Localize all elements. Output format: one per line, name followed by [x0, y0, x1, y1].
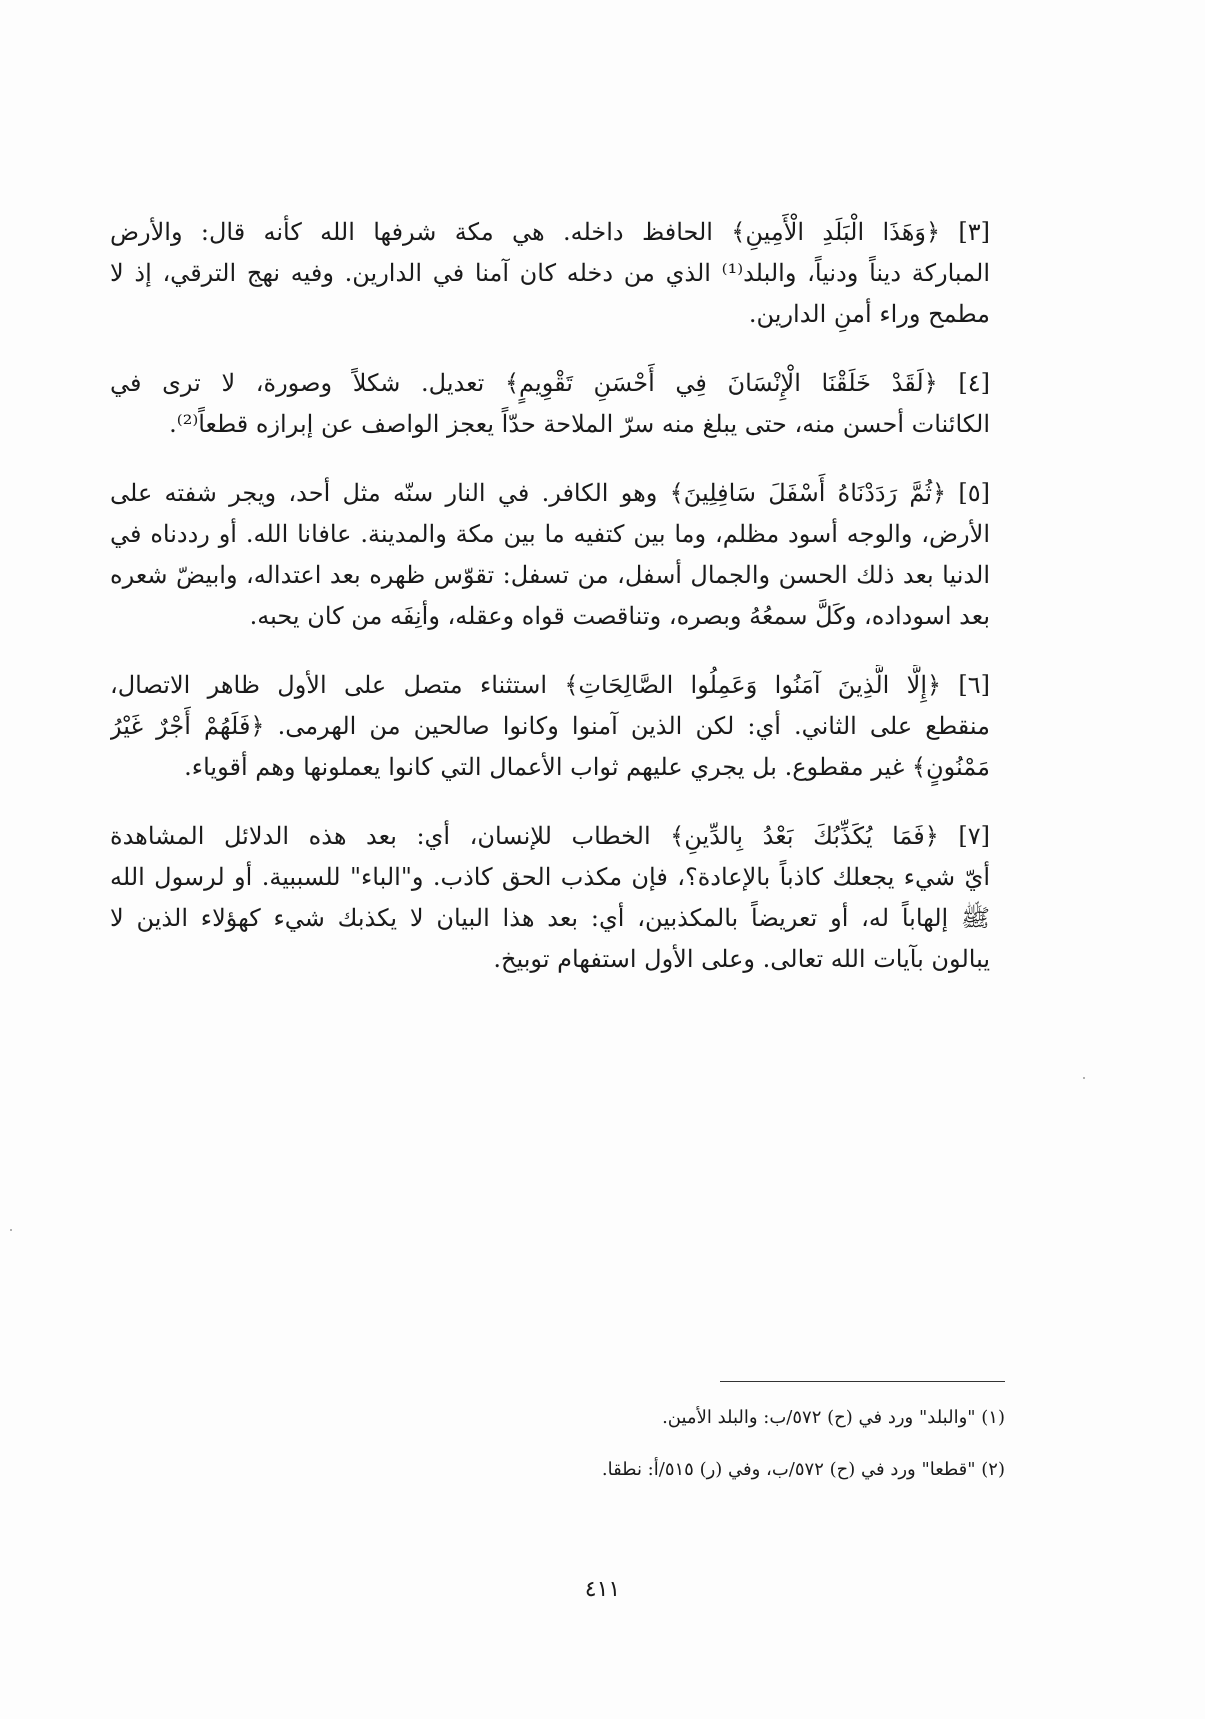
paragraph-4	[110, 363, 990, 445]
text-line: [٧] ﴿فَمَا يُكَذِّبُكَ بَعْدُ بِالدِّينِ﴾ الخطاب للإنسان، أي: بعد هذه الدلائل المشاهدة	[110, 822, 990, 850]
text-line: المباركة ديناً ودنياً، والبلد⁽¹⁾ الذي من دخله كان آمنا في الدارين. وفيه نهج الترقي، إذ لا	[110, 259, 990, 287]
text-line: [٥] ﴿ثُمَّ رَدَدْنَاهُ أَسْفَلَ سَافِلِينَ﴾ وهو الكافر. في النار سنّه مثل أحد، ويجر شفته على	[110, 479, 990, 507]
text-line: [٦] ﴿إِلَّا الَّذِينَ آمَنُوا وَعَمِلُوا الصَّالِحَاتِ﴾ استثناء متصل على الأول ظاهر الاتصال،	[110, 671, 990, 699]
footnote-separator	[720, 1381, 1005, 1382]
text-line: مطمح وراء أمنِ الدارين.	[748, 300, 990, 328]
text-line: الكائنات أحسن منه، حتى يبلغ منه سرّ الملاحة حدّاً يعجز الواصف عن إبرازه قطعاً⁽²⁾.	[169, 410, 990, 438]
text-line: الدنيا بعد ذلك الحسن والجمال أسفل، من تسفل: تقوّس ظهره بعد اعتداله، وابيضّ شعره	[110, 561, 990, 589]
text-line: ﷺ إلهاباً له، أو تعريضاً بالمكذبين، أي: بعد هذا البيان لا يكذبك شيء كهؤلاء الذين لا	[110, 904, 990, 932]
footnote-2: (٢) "قطعا" ورد في (ح) ٥٧٢/ب، وفي (ر) ٥١٥/أ: نطقا.	[601, 1459, 1005, 1480]
text-line: [٤] ﴿لَقَدْ خَلَقْنَا الْإِنْسَانَ فِي أَحْسَنِ تَقْوِيمٍ﴾ تعديل. شكلاً وصورة، لا ترى في	[110, 369, 990, 397]
text-line: أيّ شيء يجعلك كاذباً بالإعادة؟، فإن مكذب الحق كاذب. و"الباء" للسببية. أو لرسول الله	[110, 863, 990, 891]
paragraph-6	[110, 665, 990, 788]
text-line: بعد اسوداده، وكَلَّ سمعُهُ وبصره، وتناقصت قواه وعقله، وأنِفَه من كان يحبه.	[249, 602, 990, 630]
text-line: منقطع على الثاني. أي: لكن الذين آمنوا وكانوا صالحين من الهرمى. ﴿فَلَهُمْ أَجْرٌ غَيْرُ	[110, 712, 990, 740]
footnotes	[305, 1403, 1005, 1507]
text-line: يبالون بآيات الله تعالى. وعلى الأول استفهام توبيخ.	[493, 945, 990, 973]
footnote-1: (١) "والبلد" ورد في (ح) ٥٧٢/ب: والبلد الأمين.	[662, 1407, 1005, 1428]
page-number: ٤١١	[584, 1577, 621, 1602]
scan-speck	[1083, 1077, 1085, 1079]
scan-speck	[10, 1229, 12, 1231]
paragraph-3	[110, 212, 990, 335]
text-line: مَمْنُونٍ﴾ غير مقطوع. بل يجري عليهم ثواب الأعمال التي كانوا يعملونها وهم أقوياء.	[184, 753, 990, 781]
paragraph-7	[110, 816, 990, 980]
paragraph-5	[110, 473, 990, 637]
main-text	[110, 212, 990, 1008]
text-line: [٣] ﴿وَهَذَا الْبَلَدِ الْأَمِينِ﴾ الحافظ داخله. هي مكة شرفها الله كأنه قال: والأرض	[110, 218, 990, 246]
text-line: الأرض، والوجه أسود مظلم، وما بين كتفيه ما بين مكة والمدينة. عافانا الله. أو رددناه في	[110, 520, 990, 548]
